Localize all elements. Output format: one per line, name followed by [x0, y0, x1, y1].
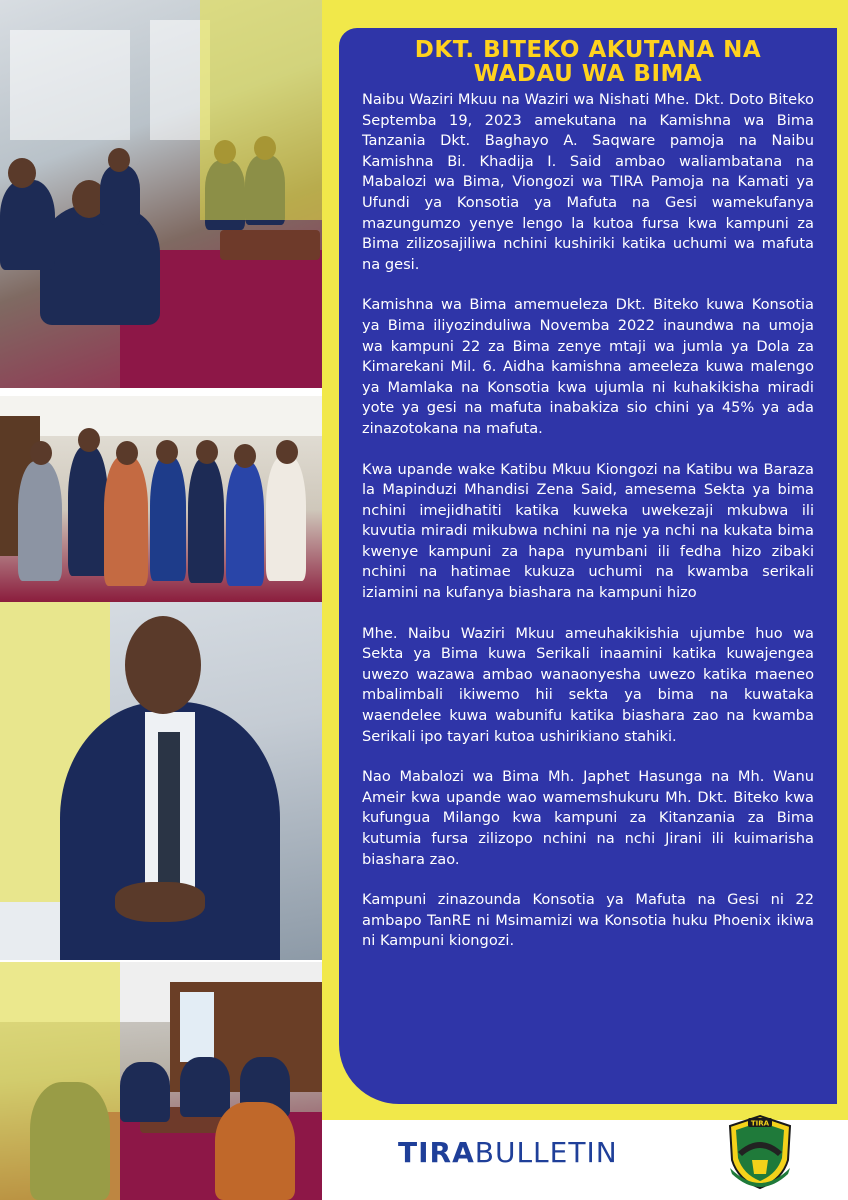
photo-divider [0, 388, 322, 396]
article-paragraph-5: Nao Mabalozi wa Bima Mh. Japhet Hasunga na Mh. Wanu Ameir kwa upande wao wamemshukuru Mh. Dkt. Biteko kwa kufungua Milango kwa kampuni za Kitanzania za Bima kutumia fursa zilizopo nchini na nchi Jirani ili kuimarisha biashara zao. [362, 768, 814, 868]
article-body [362, 90, 814, 972]
brand-light: BULLETIN [474, 1136, 618, 1169]
article-headline [357, 38, 819, 86]
tira-crest-icon [722, 1112, 798, 1192]
article-paragraph-3: Kwa upande wake Katibu Mkuu Kiongozi na Katibu wa Baraza la Mapinduzi Mhandisi Zena Said, amesema Sekta ya bima nchini imejidhatiti katika kuweka uwekezaji mkubwa ili kuvutia miradi mikubwa nchini na nje ya nchi na kukata bima kwenye kampuni za hapa nyumbani ili fedha hizo zibaki nchini na hatimae kukuza uchumi na kwamba serikali iziamini na kufanya biashara na kampuni hizo [362, 460, 814, 602]
tira-bulletin-brand [398, 1136, 618, 1170]
article-paragraph-1: Naibu Waziri Mkuu na Waziri wa Nishati Mhe. Dkt. Doto Biteko Septemba 19, 2023 amekutana na Kamishna wa Bima Tanzania Dkt. Baghayo A. Saqware pamoja na Naibu Kamishna Bi. Khadija I. Said ambao waliambatana na Mabalozi wa Bima, Viongozi wa TIRA Pamoja na Kamati ya Ufundi ya Konsotia ya Mafuta na Gesi wamekufanya mazungumzo yenye lengo la kutoa fursa kwa kampuni za Bima zilizosajiliwa nchini kushiriki katika uchumi wa mafuta na gesi. [362, 91, 814, 273]
article-paragraph-2: Kamishna wa Bima amemueleza Dkt. Biteko kuwa Konsotia ya Bima iliyozinduliwa Novemba 2022 inaundwa na umoja wa kampuni 22 za Bima zenye mtaji wa jumla ya Dola za Kimarekani Mil. 6. Aidha kamishna ameeleza kuwa malengo ya Mamlaka na Konsotia kwa ujumla ni kuhakikisha miradi yote ya gesi na mafuta inabakiza sio chini ya 45% ya ada zinazotokana na mafuta. [362, 296, 814, 437]
brand-bold: TIRA [398, 1136, 475, 1169]
article-paragraph-4: Mhe. Naibu Waziri Mkuu ameuhakikishia ujumbe huo wa Sekta ya Bima kuwa Serikali inaamini katika kuwajengea uwezo wazawa ambao wanaonyesha uwezo katika maeneo mbalimbali ikiwemo hii sekta ya bima na kuwataka waendelee kuwa wabunifu katika biashara zao na kwamba Serikali ipo tayari kutoa ushirikiano stahiki. [362, 624, 814, 745]
meeting-photo-office [0, 0, 322, 388]
headline-line-1: DKT. BITEKO AKUTANA NA [414, 37, 762, 63]
article-paragraph-6: Kampuni zinazounda Konsotia ya Mafuta na Gesi ni 22 ambapo TanRE ni Msimamizi wa Konsotia huku Phoenix ikiwa ni Kampuni kiongozi. [362, 891, 814, 950]
group-photo-standing [0, 396, 322, 602]
photo-column [0, 0, 322, 1200]
meeting-photo-seated [0, 962, 322, 1200]
logo-text: TIRA [750, 1119, 770, 1128]
headline-line-2: WADAU WA BIMA [473, 61, 703, 87]
portrait-photo [0, 602, 322, 960]
